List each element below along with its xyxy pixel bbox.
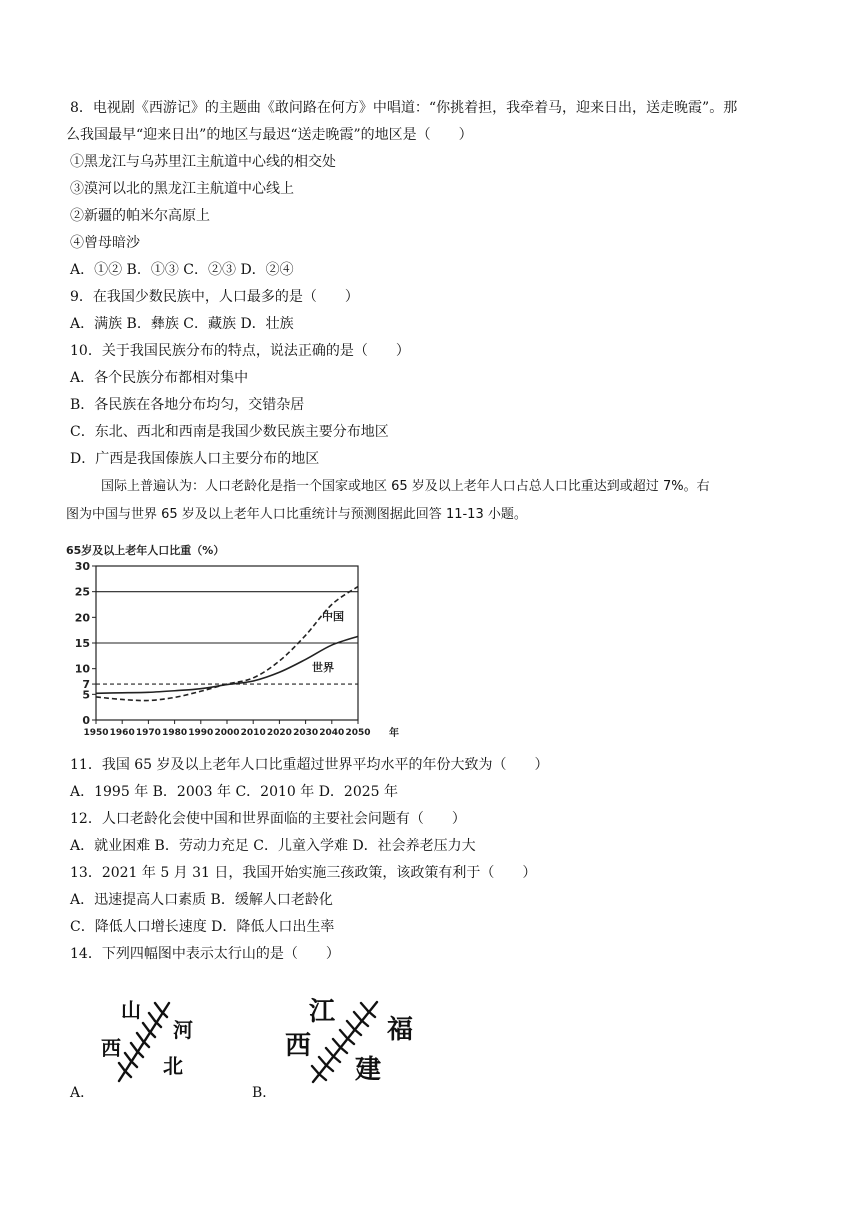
y-tick-label: 25 (74, 585, 90, 599)
x-tick-label: 2030 (293, 728, 319, 738)
map-b-char-1: 江 (309, 997, 336, 1027)
q10-choice-b: B．各民族在各地分布均匀，交错杂居 (70, 397, 305, 413)
q13-choices-cd: C．降低人口增长速度 D．降低人口出生率 (70, 919, 335, 935)
q8-choices: A．①② B．①③ C．②③ D．②④ (70, 262, 294, 278)
map-a-char-3: 河 (173, 1018, 193, 1042)
q10-choice-a: A．各个民族分布都相对集中 (70, 370, 249, 386)
mountain-map-b (283, 990, 423, 1090)
y-tick-label: 0 (82, 714, 90, 727)
y-tick-label: 15 (74, 637, 90, 650)
x-tick-label: 2010 (240, 728, 266, 738)
y-tick-label: 20 (74, 611, 90, 625)
chart-title: 65岁及以上老年人口比重（%） (66, 544, 225, 557)
x-tick-label: 1950 (83, 728, 109, 738)
x-tick-label: 2000 (214, 728, 240, 738)
q10-choice-c: C．东北、西北和西南是我国少数民族主要分布地区 (70, 424, 389, 440)
map-a-char-1: 山 (121, 998, 141, 1022)
q8-option-4: ④曾母暗沙 (70, 235, 140, 251)
series-label-world: 世界 (312, 661, 334, 674)
q12-stem: 12．人口老龄化会使中国和世界面临的主要社会问题有（ ） (70, 811, 466, 827)
q14-option-a-label: A． (70, 1085, 95, 1101)
q10-choice-d: D．广西是我国傣族人口主要分布的地区 (70, 451, 320, 467)
y-tick-label: 7 (82, 678, 90, 692)
y-tick-label: 30 (74, 560, 90, 573)
y-tick-label: 5 (82, 688, 90, 702)
chart-axes (75, 560, 371, 738)
series-label-china: 中国 (322, 610, 344, 623)
map-b-char-2: 西 (285, 1031, 312, 1061)
q10-stem: 10．关于我国民族分布的特点，说法正确的是（ ） (70, 343, 410, 359)
y-tick-label: 10 (74, 662, 90, 676)
map-b-char-4: 建 (355, 1055, 382, 1085)
x-tick-label: 1960 (109, 728, 135, 738)
aging-chart (62, 540, 402, 740)
q11-stem: 11．我国 65 岁及以上老年人口比重超过世界平均水平的年份大致为（ ） (70, 757, 549, 773)
plot-area (96, 587, 358, 701)
q12-choices: A．就业困难 B．劳动力充足 C．儿童入学难 D．社会养老压力大 (70, 838, 476, 854)
passage-line1: 国际上普遍认为：人口老龄化是指一个国家或地区 65 岁及以上老年人口占总人口比重达到或超过 7%。右 (101, 479, 710, 494)
q8-stem-line2: 么我国最早“迎来日出”的地区与最迟“送走晚霞”的地区是（ ） (66, 127, 473, 143)
q8-option-1: ①黑龙江与乌苏里江主航道中心线的相交处 (70, 154, 336, 170)
q14-option-b-label: B． (252, 1085, 277, 1101)
q9-choices: A．满族 B．彝族 C．藏族 D．壮族 (70, 316, 294, 332)
x-axis-unit: 年 (389, 728, 399, 739)
q8-option-3: ③漠河以北的黑龙江主航道中心线上 (70, 181, 294, 197)
passage-line2: 图为中国与世界 65 岁及以上老年人口比重统计与预测图据此回答 11-13 小题。 (66, 507, 527, 522)
x-tick-label: 2050 (345, 728, 371, 738)
map-a-char-2: 西 (101, 1036, 121, 1060)
x-tick-label: 1970 (135, 728, 161, 738)
x-tick-label: 2040 (319, 728, 345, 738)
q11-choices: A．1995 年 B．2003 年 C．2010 年 D．2025 年 (70, 784, 399, 800)
q8-stem-line1: 8．电视剧《西游记》的主题曲《敢问路在何方》中唱道：“你挑着担，我牵着马，迎来日出，送走晚霞”。那 (70, 100, 738, 116)
series-line-0 (96, 587, 358, 701)
x-tick-label: 2020 (266, 728, 292, 738)
map-a-char-4: 北 (163, 1054, 183, 1078)
q14-stem: 14．下列四幅图中表示太行山的是（ ） (70, 946, 340, 962)
x-tick-label: 1980 (162, 728, 188, 738)
q13-choices-ab: A．迅速提高人口素质 B．缓解人口老龄化 (70, 892, 333, 908)
q8-option-2: ②新疆的帕米尔高原上 (70, 208, 210, 224)
x-tick-label: 1990 (188, 728, 214, 738)
mountain-map-a (95, 993, 205, 1088)
q13-stem: 13．2021 年 5 月 31 日，我国开始实施三孩政策，该政策有利于（ ） (70, 865, 537, 881)
q9-stem: 9．在我国少数民族中，人口最多的是（ ） (70, 289, 359, 305)
map-b-char-3: 福 (387, 1015, 414, 1045)
